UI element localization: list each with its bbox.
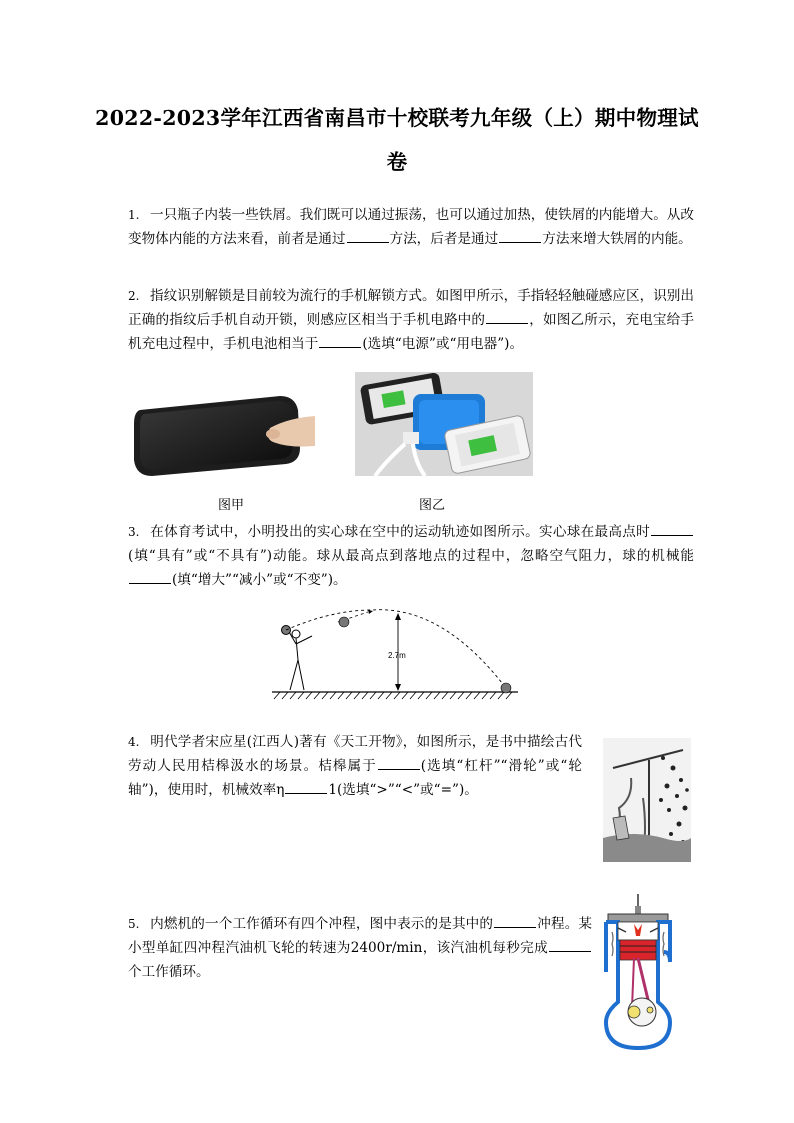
height-label: 2.7m	[388, 651, 406, 660]
question-2: 2. 指纹识别解锁是目前较为流行的手机解锁方式。如图甲所示，手指轻轻触碰感应区，识别出正确的指纹后手机自动开锁，则感应区相当于手机电路中的 ，如图乙所示，充电宝给手机充电过程中，手机电池相当于 (选填“电源”或“用电器”)。	[128, 284, 694, 356]
question-4: 4. 明代学者宋应星(江西人)著有《天工开物》，如图所示，是书中描绘古代劳动人民用桔槔汲水的场景。桔槔属于 (选填“杠杆”“滑轮”或“轮轴”)，使用时，机械效率η 1(选填“>”“<”或“=”)。	[128, 730, 582, 802]
answer-blank[interactable]	[651, 521, 693, 536]
answer-blank[interactable]	[319, 333, 361, 348]
question-number: 2.	[128, 289, 140, 303]
caption-fig-a: 图甲	[218, 498, 245, 513]
answer-blank[interactable]	[549, 937, 591, 952]
answer-blank[interactable]	[494, 913, 536, 928]
question-1: 1. 一只瓶子内装一些铁屑。我们既可以通过振荡，也可以通过加热，使铁屑的内能增大。从改变物体内能的方法来看，前者是通过 方法，后者是通过 方法来增大铁屑的内能。	[128, 203, 694, 251]
answer-blank[interactable]	[499, 228, 541, 243]
answer-blank[interactable]	[486, 309, 528, 324]
figure-power-bank	[355, 372, 533, 476]
question-number: 4.	[128, 735, 140, 749]
question-number: 5.	[128, 917, 140, 931]
figure-shotput-trajectory	[272, 600, 522, 705]
answer-blank[interactable]	[378, 755, 420, 770]
figure-well-sweep	[603, 738, 691, 862]
page-title: 2022-2023学年江西省南昌市十校联考九年级（上）期中物理试卷	[95, 106, 699, 174]
figure-engine-cylinder	[604, 892, 672, 1052]
question-5: 5. 内燃机的一个工作循环有四个冲程，图中表示的是其中的 冲程。某小型单缸四冲程汽油机飞轮的转速为2400r/min，该汽油机每秒完成个工作循环。	[128, 912, 592, 984]
question-number: 3.	[128, 525, 140, 539]
caption-fig-b: 图乙	[419, 498, 446, 513]
answer-blank[interactable]	[285, 779, 327, 794]
question-3: 3. 在体育考试中，小明投出的实心球在空中的运动轨迹如图所示。实心球在最高点时(填“具有”或“不具有”)动能。球从最高点到落地点的过程中，忽略空气阻力，球的机械能(填“增大”“减小”或“不变”)。	[128, 520, 694, 592]
question-number: 1.	[128, 208, 140, 222]
answer-blank[interactable]	[347, 228, 389, 243]
figure-phone-fingerprint	[130, 388, 315, 480]
answer-blank[interactable]	[129, 569, 171, 584]
